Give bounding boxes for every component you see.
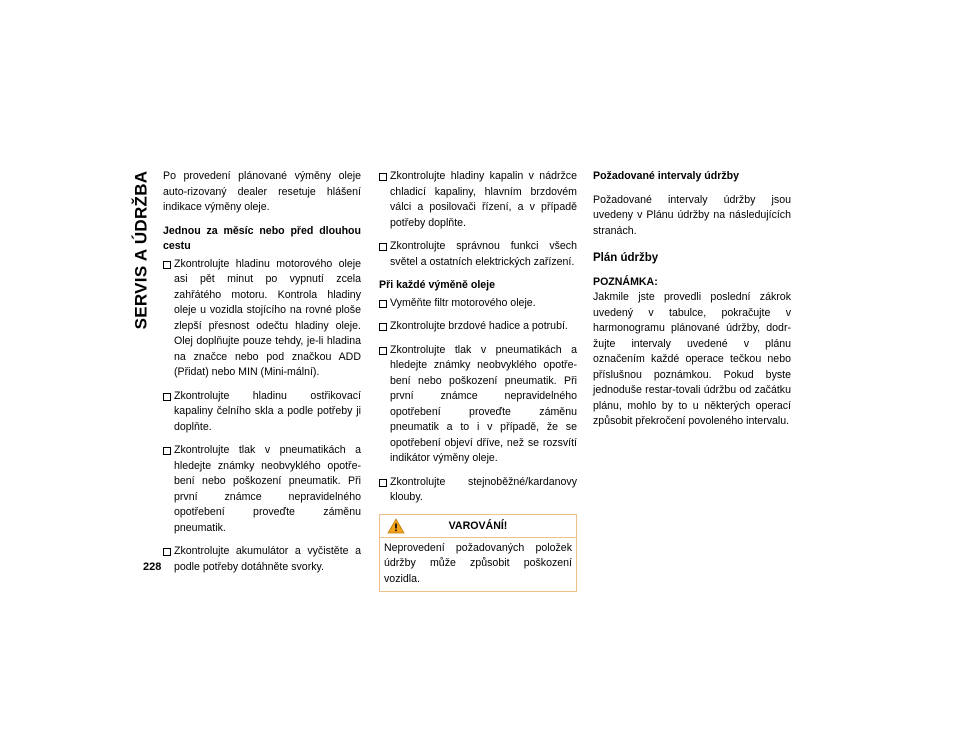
checkbox-icon (163, 393, 171, 401)
section-side-title-text: SERVIS A ÚDRŽBA (131, 170, 151, 330)
monthly-check-heading: Jednou za měsíc nebo před dlouhou cestu (163, 224, 361, 252)
checkbox-icon (163, 261, 171, 269)
list-item: Vyměňte filtr motorového oleje. (379, 296, 577, 312)
column-right (593, 169, 791, 438)
list-item: Zkontrolujte hladinu motorového oleje asi pět minut po vypnutí zcela zahřátého motoru. Kontrola hladiny oleje u vozidla stojícího na rovné ploše zlepší přesnost odečtu hladiny oleje. Olej doplňujte pouze tehdy, je-li hladina na značce nebo pod značkou ADD (Přidat) nebo MIN (Mini-mální). (163, 257, 361, 381)
list-item: Zkontrolujte tlak v pneumatikách a hledejte známky neobvyklého opotře-bení nebo poškození pneumatik. Při první známce nepravidelného opotřebení proveďte záměnu pneumatik. (163, 443, 361, 536)
monthly-check-list (163, 257, 361, 576)
list-item: Zkontrolujte hladinu ostřikovací kapaliny čelního skla a podle potřeby ji doplňte. (163, 389, 361, 436)
list-item: Zkontrolujte stejnoběžné/kardanovy klouby. (379, 475, 577, 506)
list-item: Zkontrolujte hladiny kapalin v nádržce chladicí kapaliny, hlavním brzdovém válci a posilovači řízení, a v případě potřeby doplňte. (379, 169, 577, 231)
checkbox-icon (379, 173, 387, 181)
warning-triangle-icon (387, 518, 405, 534)
note-paragraph: Jakmile jste provedli poslední zákrok uvedený v tabulce, pokračujte v harmonogramu plánované údržby, dodr-žujte intervaly uvedené v plánu označením každé operace tečkou nebo příslušnou poznámkou. Pokud byste jednoduše restar-tovali údržbu od začátku plánu, mohlo by to u některých operací způsobit překročení povoleného intervalu. (593, 291, 791, 427)
intervals-heading: Požadované intervaly údržby (593, 170, 740, 182)
page-number: 228 (143, 561, 162, 573)
checkbox-icon (379, 479, 387, 487)
warning-title: VAROVÁNÍ! (448, 519, 508, 532)
list-item: Zkontrolujte brzdové hadice a potrubí. (379, 319, 577, 335)
checkbox-icon (379, 323, 387, 331)
warning-box (379, 514, 577, 593)
column-middle (379, 169, 577, 592)
list-item: Zkontrolujte správnou funkci všech světel a ostatních elektrických zařízení. (379, 239, 577, 270)
checkbox-icon (379, 347, 387, 355)
checkbox-icon (163, 548, 171, 556)
warning-header (380, 515, 576, 538)
oil-change-heading: Při každé výměně oleje (379, 279, 496, 291)
checkbox-icon (379, 300, 387, 308)
maintenance-plan-title: Plán údržby (593, 252, 659, 264)
column-left (163, 169, 361, 583)
list-item: Zkontrolujte tlak v pneumatikách a hledejte známky neobvyklého opotře-bení nebo poškození pneumatik. Při první známce nepravidelného opotřebení proveďte záměnu pneumatik a to i v případě, že se opotřebení objeví dříve, než se rozsvítí indikátor výměny oleje. (379, 343, 577, 467)
section-side-title (122, 170, 160, 330)
intro-paragraph: Po provedení plánované výměny oleje auto-rizovaný dealer resetuje hlášení indikace výměny oleje. (163, 170, 361, 213)
list-item: Zkontrolujte akumulátor a vyčistěte a podle potřeby dotáhněte svorky. (163, 544, 361, 575)
checkbox-icon (379, 243, 387, 251)
checkbox-icon (163, 447, 171, 455)
oil-change-list (379, 296, 577, 506)
fluid-check-list (379, 169, 577, 270)
intervals-paragraph: Požadované intervaly údržby jsou uvedeny v Plánu údržby na následujících stranách. (593, 193, 791, 237)
note-label: POZNÁMKA: (593, 275, 658, 288)
warning-text: Neprovedení požadovaných položek údržby může způsobit poškození vozidla. (384, 541, 572, 585)
